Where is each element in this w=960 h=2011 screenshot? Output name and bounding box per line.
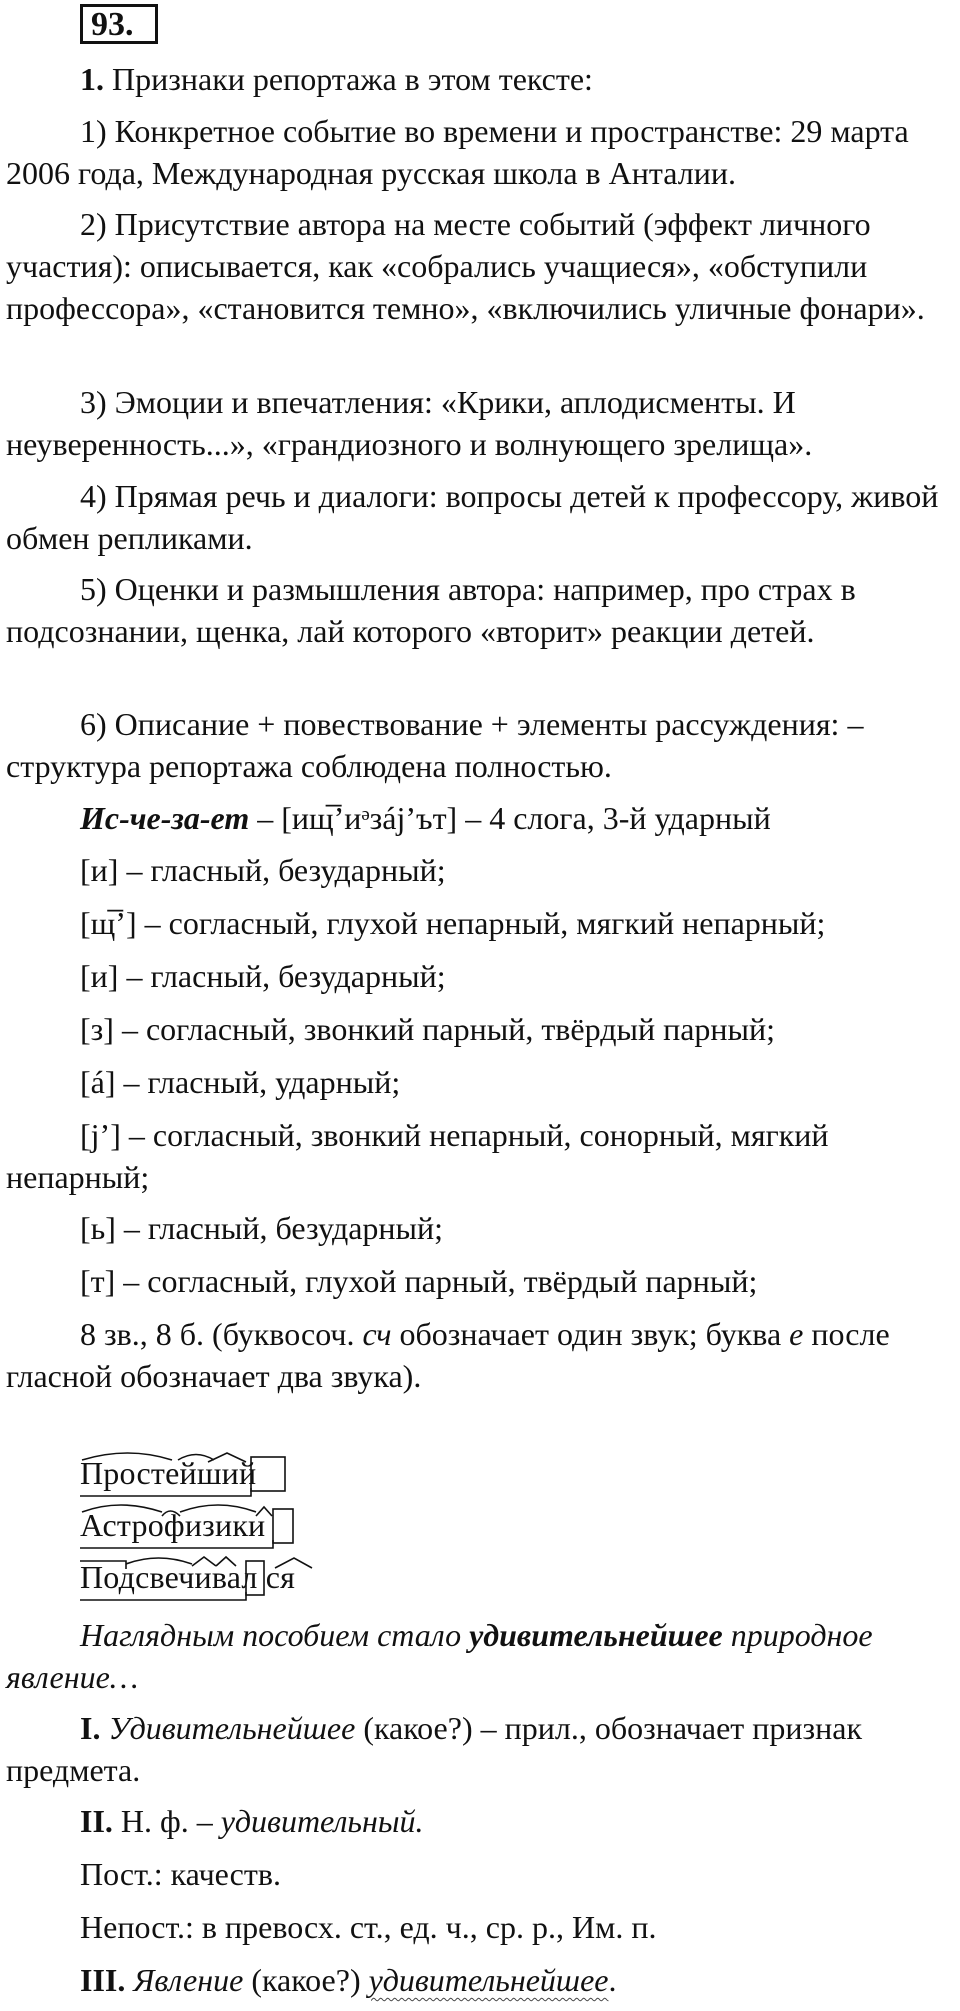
analysis-III — [6, 1959, 951, 2001]
analysis-II — [6, 1800, 951, 1842]
intro-line — [6, 58, 951, 100]
item-5: 5) Оценки и размышления автора: например, про страх в подсознании, щенка, лай которого «вторит» реакции детей. — [6, 571, 856, 649]
summary-letter-e: е — [789, 1316, 804, 1352]
phonetic-header — [6, 797, 951, 839]
summary-part-c: после гласной обозначает два звука). — [6, 1316, 890, 1394]
analysis-I-word: Удивительнейшее — [100, 1710, 356, 1746]
summary-part-a: 8 зв., 8 б. (буквосоч. — [80, 1316, 363, 1352]
analysis-III-text: (какое?) — [243, 1962, 369, 1998]
analysis-nepost: Непост.: в превосх. ст., ед. ч., ср. р., Им. п. — [80, 1909, 657, 1945]
summary-part-b: обозначает один звук; буква — [391, 1316, 790, 1352]
sound-7: [ь] – гласный, безударный; — [80, 1210, 444, 1246]
item-4: 4) Прямая речь и диалоги: вопросы детей к профессору, живой обмен репликами. — [6, 478, 939, 556]
phonetic-transcription: – [ищ̅’иᵊзáj’ът] – 4 слога, 3-й ударный — [249, 800, 771, 836]
item-1: 1) Конкретное событие во времени и пространстве: 29 марта 2006 года, Международная русская школа в Анталии. — [6, 113, 909, 191]
analysis-post: Пост.: качеств. — [80, 1856, 281, 1892]
phonetic-summary — [6, 1313, 951, 1397]
sentence-part-2: природное явление… — [6, 1617, 873, 1695]
sound-3: [и] – гласный, безударный; — [80, 958, 446, 994]
sound-6: [j’] – согласный, звонкий непарный, сонорный, мягкий непарный; — [6, 1117, 829, 1195]
morph-word-1 — [80, 1452, 300, 1498]
sound-5: [á] – гласный, ударный; — [80, 1064, 401, 1100]
sound-8: [т] – согласный, глухой парный, твёрдый парный; — [80, 1263, 758, 1299]
sound-4: [з] – согласный, звонкий парный, твёрдый парный; — [80, 1011, 776, 1047]
morph-text-2: Астрофизики — [80, 1507, 266, 1543]
analysis-II-text: Н. ф. – — [112, 1803, 221, 1839]
item-2: 2) Присутствие автора на месте событий (эффект личного участия): описывается, как «собрались учащиеся», «обступили профессора», «становится темно», «включились уличные фонари». — [6, 206, 925, 326]
item-6: 6) Описание + повествование + элементы рассуждения: – структура репортажа соблюдена полностью. — [6, 706, 864, 784]
intro-text: Признаки репортажа в этом тексте: — [104, 61, 593, 97]
sound-2: [щ̅’] – согласный, глухой непарный, мягкий непарный; — [80, 905, 826, 941]
intro-number: 1. — [80, 61, 104, 97]
analysis-III-number: III. — [80, 1962, 126, 1998]
sentence-bold-word: удивительнейшее — [469, 1617, 723, 1653]
analysis-III-end: . — [608, 1962, 617, 1998]
analysis-II-number: II. — [80, 1803, 113, 1839]
summary-letters-sch: сч — [362, 1316, 392, 1352]
sound-1: [и] – гласный, безударный; — [80, 852, 446, 888]
sentence-part-1: Наглядным пособием стало — [80, 1617, 470, 1653]
phonetic-word: Ис-че-за-ет — [80, 800, 250, 836]
morph-word-2 — [80, 1504, 300, 1550]
analysis-III-word-2: удивительнейшее — [368, 1962, 609, 1998]
analysis-I-number: I. — [80, 1710, 101, 1746]
analysis-I-text: (какое?) – прил., обозначает признак предмета. — [6, 1710, 863, 1788]
example-sentence — [6, 1614, 951, 1698]
item-3: 3) Эмоции и впечатления: «Крики, аплодисменты. И неуверенность...», «грандиозного и волнующего зрелища». — [6, 384, 813, 462]
analysis-I — [6, 1707, 951, 1791]
morph-text-1: Простейший — [80, 1455, 257, 1491]
exercise-number: 93. — [80, 4, 158, 44]
analysis-II-word: удивительный. — [220, 1803, 424, 1839]
morph-text-3: Подсвечивал ся — [80, 1559, 296, 1595]
morph-word-3 — [80, 1556, 340, 1602]
analysis-III-word: Явление — [125, 1962, 244, 1998]
